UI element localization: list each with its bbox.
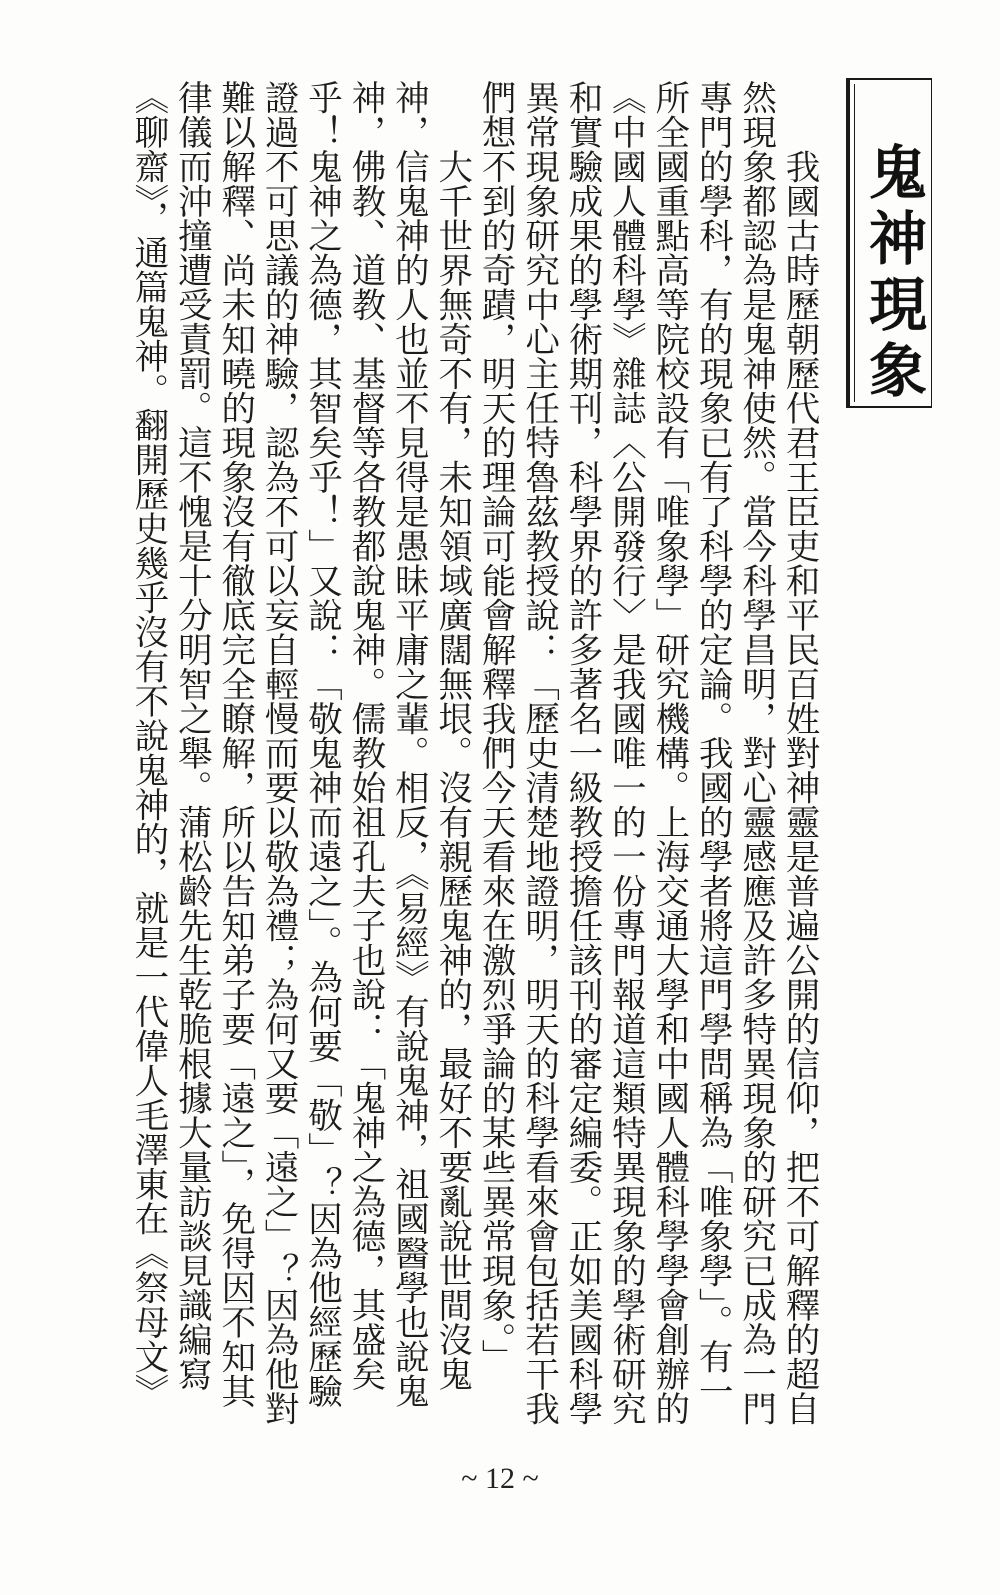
paragraph: 大千世界無奇不有，未知領域廣闊無垠。沒有親歷鬼神的，最好不要亂說世間沒鬼神，信鬼神的人也並不見得是愚昧平庸之輩。相反，《易經》有說鬼神，祖國醫學也說鬼神，佛教、道教、基督等各教都說鬼神。儒教始祖孔夫子也說：「鬼神之為德，其盛矣乎！鬼神之為德，其智矣乎！」又說：「敬鬼神而遠之」。為何要「敬」？因為他經歷驗證過不可思議的神驗，認為不可以妄自輕慢而要以敬為禮；為何又要「遠之」？因為他對難以解釋、尚未知曉的現象沒有徹底完全瞭解，所以告知弟子要「遠之」，免得因不知其律儀而沖撞遭受責罰。這不愧是十分明智之舉。蒲松齡先生乾脆根據大量訪談見識編寫《聊齋》，通篇鬼神。翻開歷史幾乎沒有不說鬼神的，就是一代偉人毛澤東在《祭母文》 [127,80,472,1426]
body-text [126,80,821,1440]
chapter-title-box [846,78,932,408]
page-number: ~ 12 ~ [461,1462,539,1495]
chapter-title: 鬼神現象 [859,142,927,406]
paragraph: 我國古時歷朝歷代君王臣吏和平民百姓對神靈是普遍公開的信仰，把不可解釋的超自然現象都認為是鬼神使然。當今科學昌明，對心靈感應及許多特異現象的研究已成為一門專門的學科，有的現象已有了科學的定論。我國的學者將這門學問稱為「唯象學」。有一所全國重點高等院校設有「唯象學」研究機構。上海交通大學和中國人體科學學會創辦的《中國人體科學》雜誌〈公開發行〉是我國唯一的一份專門報道這類特異現象的學術研究和實驗成果的學術期刊，科學界的許多著名一級教授擔任該刊的審定編委。正如美國科學異常現象研究中心主任特魯茲教授說：「歷史清楚地證明，明天的科學看來會包括若干我們想不到的奇蹟，明天的理論可能會解釋我們今天看來在激烈爭論的某些異常現象。」 [475,80,819,1426]
